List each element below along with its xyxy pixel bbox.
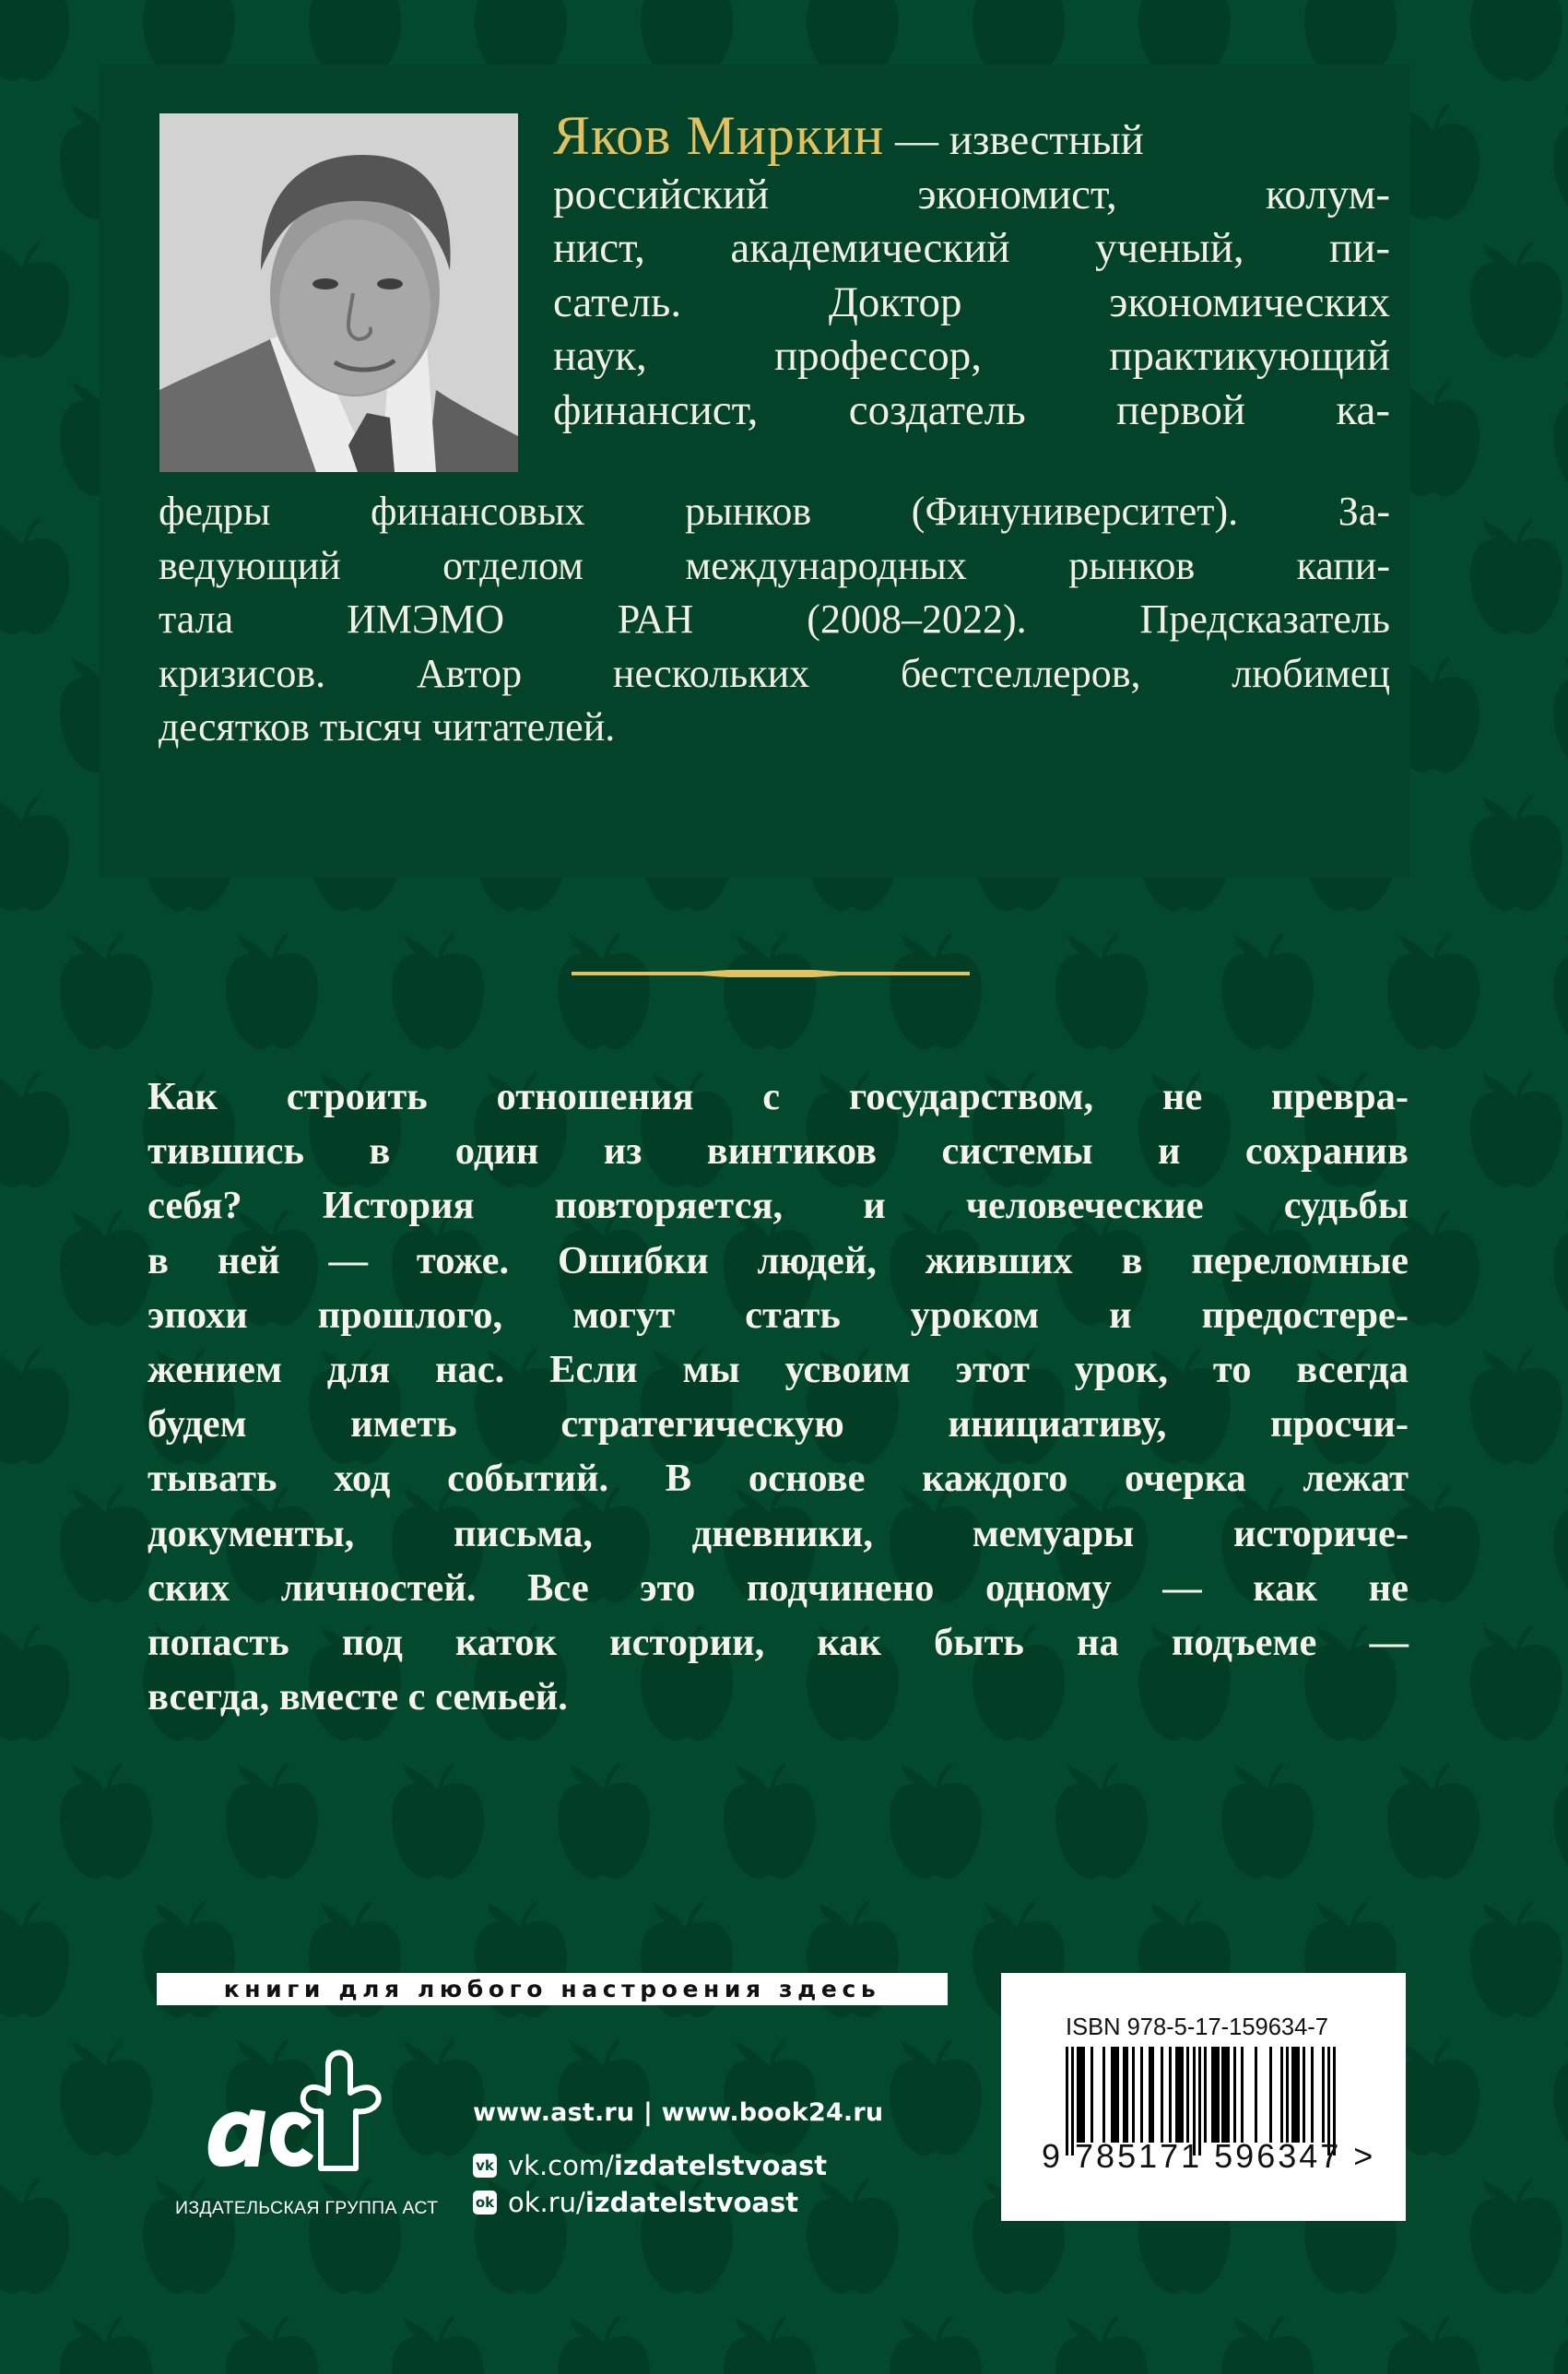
description-line: эпохи прошлого, могут стать уроком и предостере- [147, 1293, 1409, 1337]
gold-divider [572, 970, 970, 977]
bio-line: финансист, создатель первой ка- [553, 385, 1390, 434]
ast-publisher-logo[interactable] [203, 2028, 387, 2194]
bio-line: кризисов. Автор нескольких бестселлеров, любимец [159, 650, 1390, 696]
bio-line: нист, академический ученый, пи- [553, 224, 1390, 272]
ok-link[interactable] [473, 2184, 883, 2221]
bio-line: ведующий отделом международных рынков капи- [159, 542, 1390, 588]
ok-link-handle: izdatelstvoast [584, 2187, 799, 2218]
photo-spacer [159, 109, 553, 485]
bio-line: наук, профессор, практикующий [553, 332, 1390, 380]
bio-line: Яков Миркин — известный [553, 105, 1144, 166]
tagline-banner: книги для любого настроения здесь [157, 1973, 948, 2005]
book-description [147, 1069, 1409, 1724]
description-line: будем иметь стратегическую инициативу, просчи- [147, 1402, 1409, 1447]
description-line: тившись в один из винтиков системы и сохранив [147, 1129, 1409, 1174]
isbn-label: ISBN 978-5-17-159634-7 [1066, 2014, 1328, 2040]
ok-link-prefix: ok.ru/ [508, 2187, 585, 2218]
description-line: всегда, вместе с семьей. [147, 1675, 568, 1719]
vk-link-prefix: vk.com/ [508, 2150, 614, 2181]
ok-icon: ok [473, 2191, 497, 2215]
vk-icon: vk [473, 2154, 497, 2178]
description-line: тывать ход событий. В основе каждого очерка лежат [147, 1457, 1409, 1501]
vk-link[interactable] [473, 2147, 883, 2184]
isbn-barcode-box [1001, 1973, 1406, 2221]
vk-link-handle: izdatelstvoast [613, 2150, 828, 2181]
barcode-digits: 9 785171 596347 > [1042, 2137, 1376, 2175]
bio-line: тала ИМЭМО РАН (2008–2022). Предсказатель [159, 596, 1390, 642]
description-line: документы, письма, дневники, мемуары историче- [147, 1511, 1409, 1555]
bio-line: федры финансовых рынков (Финуниверситет). За- [159, 489, 1390, 534]
description-line: ских личностей. Все это подчинено одному — как не [147, 1565, 1409, 1610]
publisher-caption: ИЗДАТЕЛЬСКАЯ ГРУППА АСТ [175, 2198, 439, 2218]
description-line: себя? История повторяется, и человеческие судьбы [147, 1184, 1409, 1228]
bio-line: российский экономист, колум- [553, 170, 1390, 219]
bio-line: сатель. Доктор экономических [553, 278, 1390, 326]
author-name: Яков Миркин [553, 105, 885, 166]
description-line: в ней — тоже. Ошибки людей, живших в переломные [147, 1238, 1409, 1282]
description-line: Как строить отношения с государством, не превра- [147, 1075, 1409, 1118]
description-line: жением для нас. Если мы усвоим этот урок, то всегда [147, 1348, 1409, 1392]
description-line: попасть под каток истории, как быть на подъеме — [147, 1621, 1409, 1665]
bio-line: десятков тысяч читателей. [159, 704, 616, 750]
publisher-links [473, 2098, 883, 2221]
website-links[interactable]: www.ast.ru | www.book24.ru [473, 2098, 884, 2127]
author-bio-text [159, 105, 1390, 755]
